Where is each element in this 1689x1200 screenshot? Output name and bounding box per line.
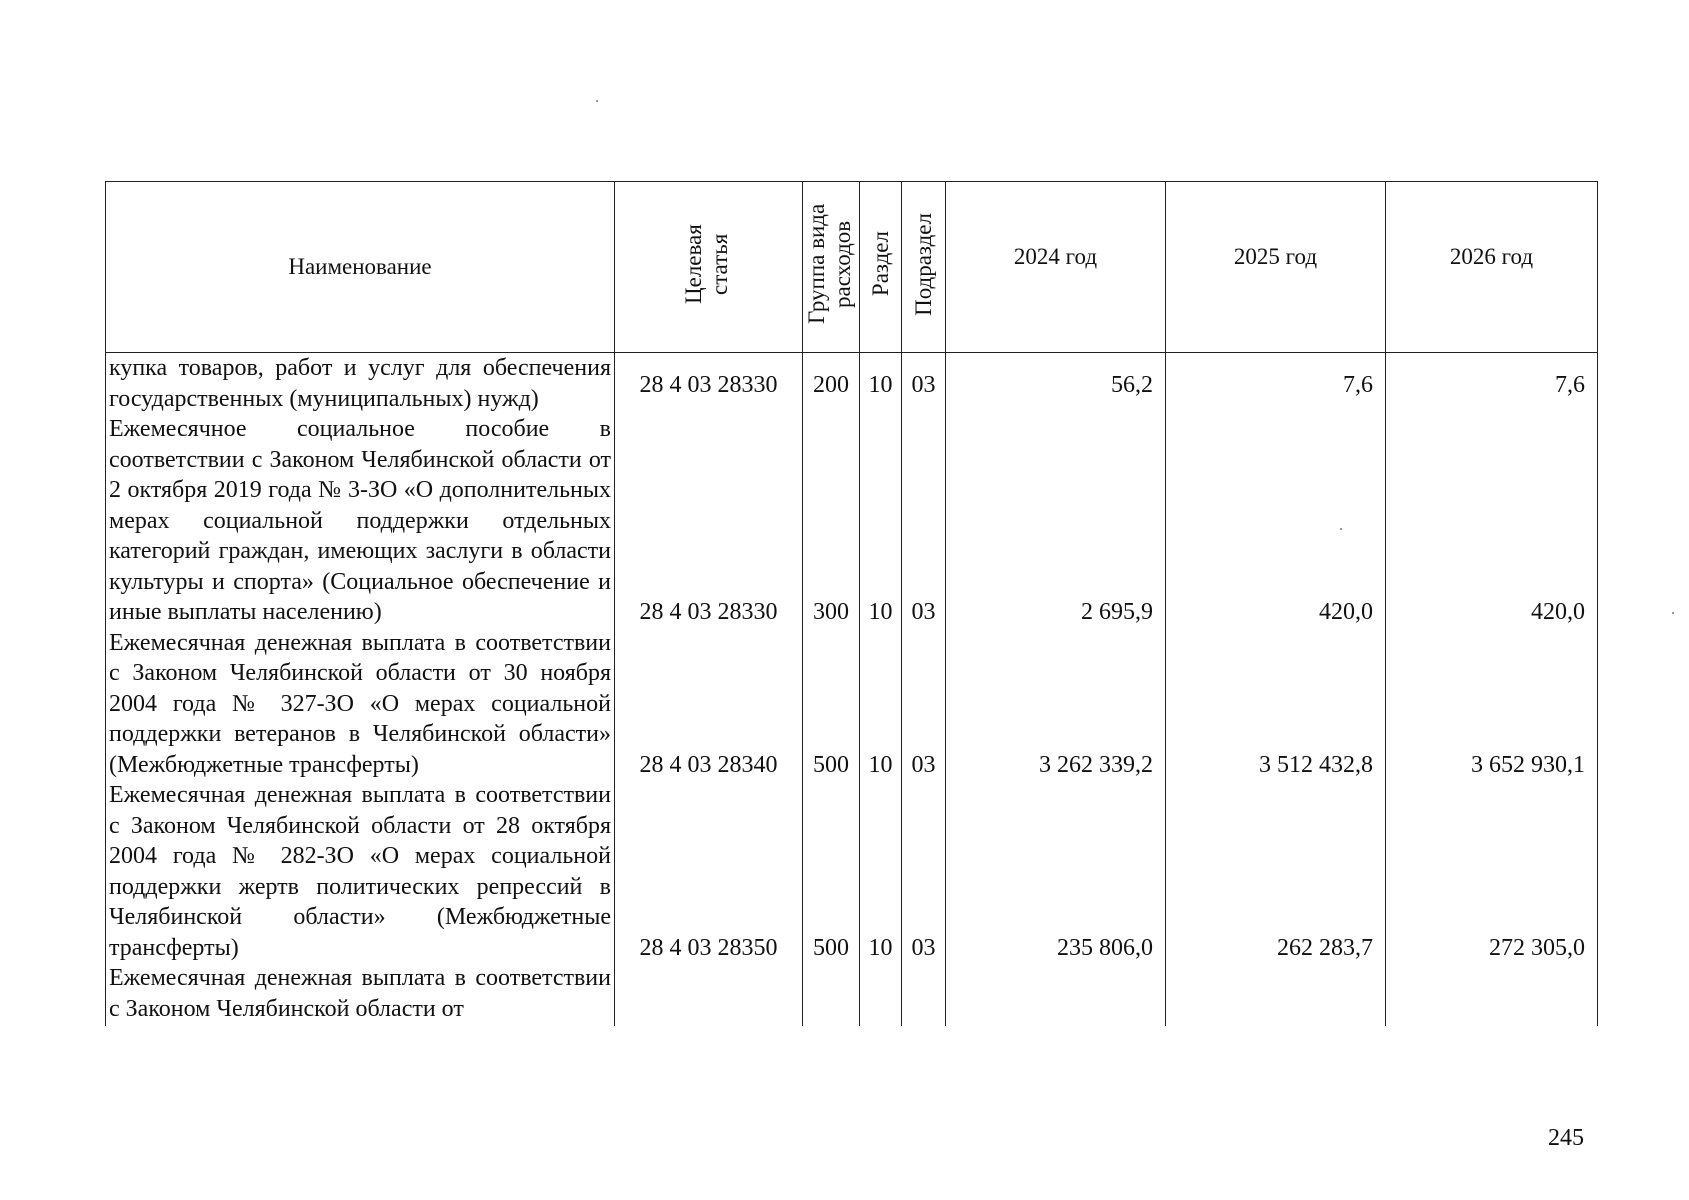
row-subsection: 03 (902, 628, 946, 781)
row-target (615, 963, 803, 1026)
row-2024 (946, 963, 1166, 1026)
row-section (860, 963, 902, 1026)
header-group (803, 182, 860, 353)
header-section (860, 182, 902, 353)
row-2024: 56,2 (946, 353, 1166, 415)
budget-table (105, 181, 1598, 1026)
row-section: 10 (860, 628, 902, 781)
row-2025 (1166, 963, 1386, 1026)
row-group: 200 (803, 353, 860, 415)
table-row (106, 963, 1598, 1026)
header-group-label: Группа вида расходов (804, 203, 855, 325)
row-group: 500 (803, 628, 860, 781)
row-section: 10 (860, 414, 902, 628)
header-subsection (902, 182, 946, 353)
row-name: купка товаров, работ и услуг для обеспечения государственных (муниципальных) нужд) (106, 353, 615, 415)
row-group: 500 (803, 780, 860, 963)
row-section: 10 (860, 353, 902, 415)
row-target: 28 4 03 28350 (615, 780, 803, 963)
row-2025: 420,0 (1166, 414, 1386, 628)
row-2026: 3 652 930,1 (1386, 628, 1598, 781)
header-target-label: Целевая статья (680, 224, 732, 304)
row-name: Ежемесячная денежная выплата в соответствии с Законом Челябинской области от 28 октября 2004 года № 282-ЗО «О мерах социальной поддержки жертв политических репрессий в Челябинской области» (Межбюджетные трансферты) (106, 780, 615, 963)
row-2026: 272 305,0 (1386, 780, 1598, 963)
header-2025: 2025 год (1166, 182, 1386, 353)
table-header-row (106, 182, 1598, 353)
row-2024: 3 262 339,2 (946, 628, 1166, 781)
row-2024: 235 806,0 (946, 780, 1166, 963)
header-name: Наименование (106, 182, 615, 353)
row-name: Ежемесячная денежная выплата в соответствии с Законом Челябинской области от (106, 963, 615, 1026)
header-2024: 2024 год (946, 182, 1166, 353)
scan-speck (1672, 612, 1674, 614)
row-2025: 7,6 (1166, 353, 1386, 415)
header-2026: 2026 год (1386, 182, 1598, 353)
row-2024: 2 695,9 (946, 414, 1166, 628)
row-group (803, 963, 860, 1026)
row-target: 28 4 03 28330 (615, 414, 803, 628)
table-row (106, 353, 1598, 415)
row-target: 28 4 03 28330 (615, 353, 803, 415)
row-2025: 3 512 432,8 (1166, 628, 1386, 781)
header-section-label: Раздел (867, 231, 893, 297)
row-2026: 7,6 (1386, 353, 1598, 415)
table-row (106, 628, 1598, 781)
scan-speck (596, 100, 598, 102)
row-subsection: 03 (902, 353, 946, 415)
row-2026: 420,0 (1386, 414, 1598, 628)
row-group: 300 (803, 414, 860, 628)
row-name: Ежемесячное социальное пособие в соответствии с Законом Челябинской области от 2 октября 2019 года № 3-ЗО «О дополнительных мерах социальной поддержки отдельных категорий граждан, имеющих заслуги в области культуры и спорта» (Социальное обеспечение и иные выплаты населению) (106, 414, 615, 628)
row-2025: 262 283,7 (1166, 780, 1386, 963)
row-subsection: 03 (902, 414, 946, 628)
scan-speck (1340, 528, 1342, 530)
row-target: 28 4 03 28340 (615, 628, 803, 781)
row-subsection (902, 963, 946, 1026)
row-name: Ежемесячная денежная выплата в соответствии с Законом Челябинской области от 30 ноября 2004 года № 327-ЗО «О мерах социальной поддержки ветеранов в Челябинской области» (Межбюджетные трансферты) (106, 628, 615, 781)
row-subsection: 03 (902, 780, 946, 963)
header-subsection-label: Подраздел (910, 212, 936, 316)
row-2026 (1386, 963, 1598, 1026)
table-row (106, 414, 1598, 628)
row-section: 10 (860, 780, 902, 963)
header-target (615, 182, 803, 353)
table-row (106, 780, 1598, 963)
page-number: 245 (1548, 1125, 1584, 1151)
